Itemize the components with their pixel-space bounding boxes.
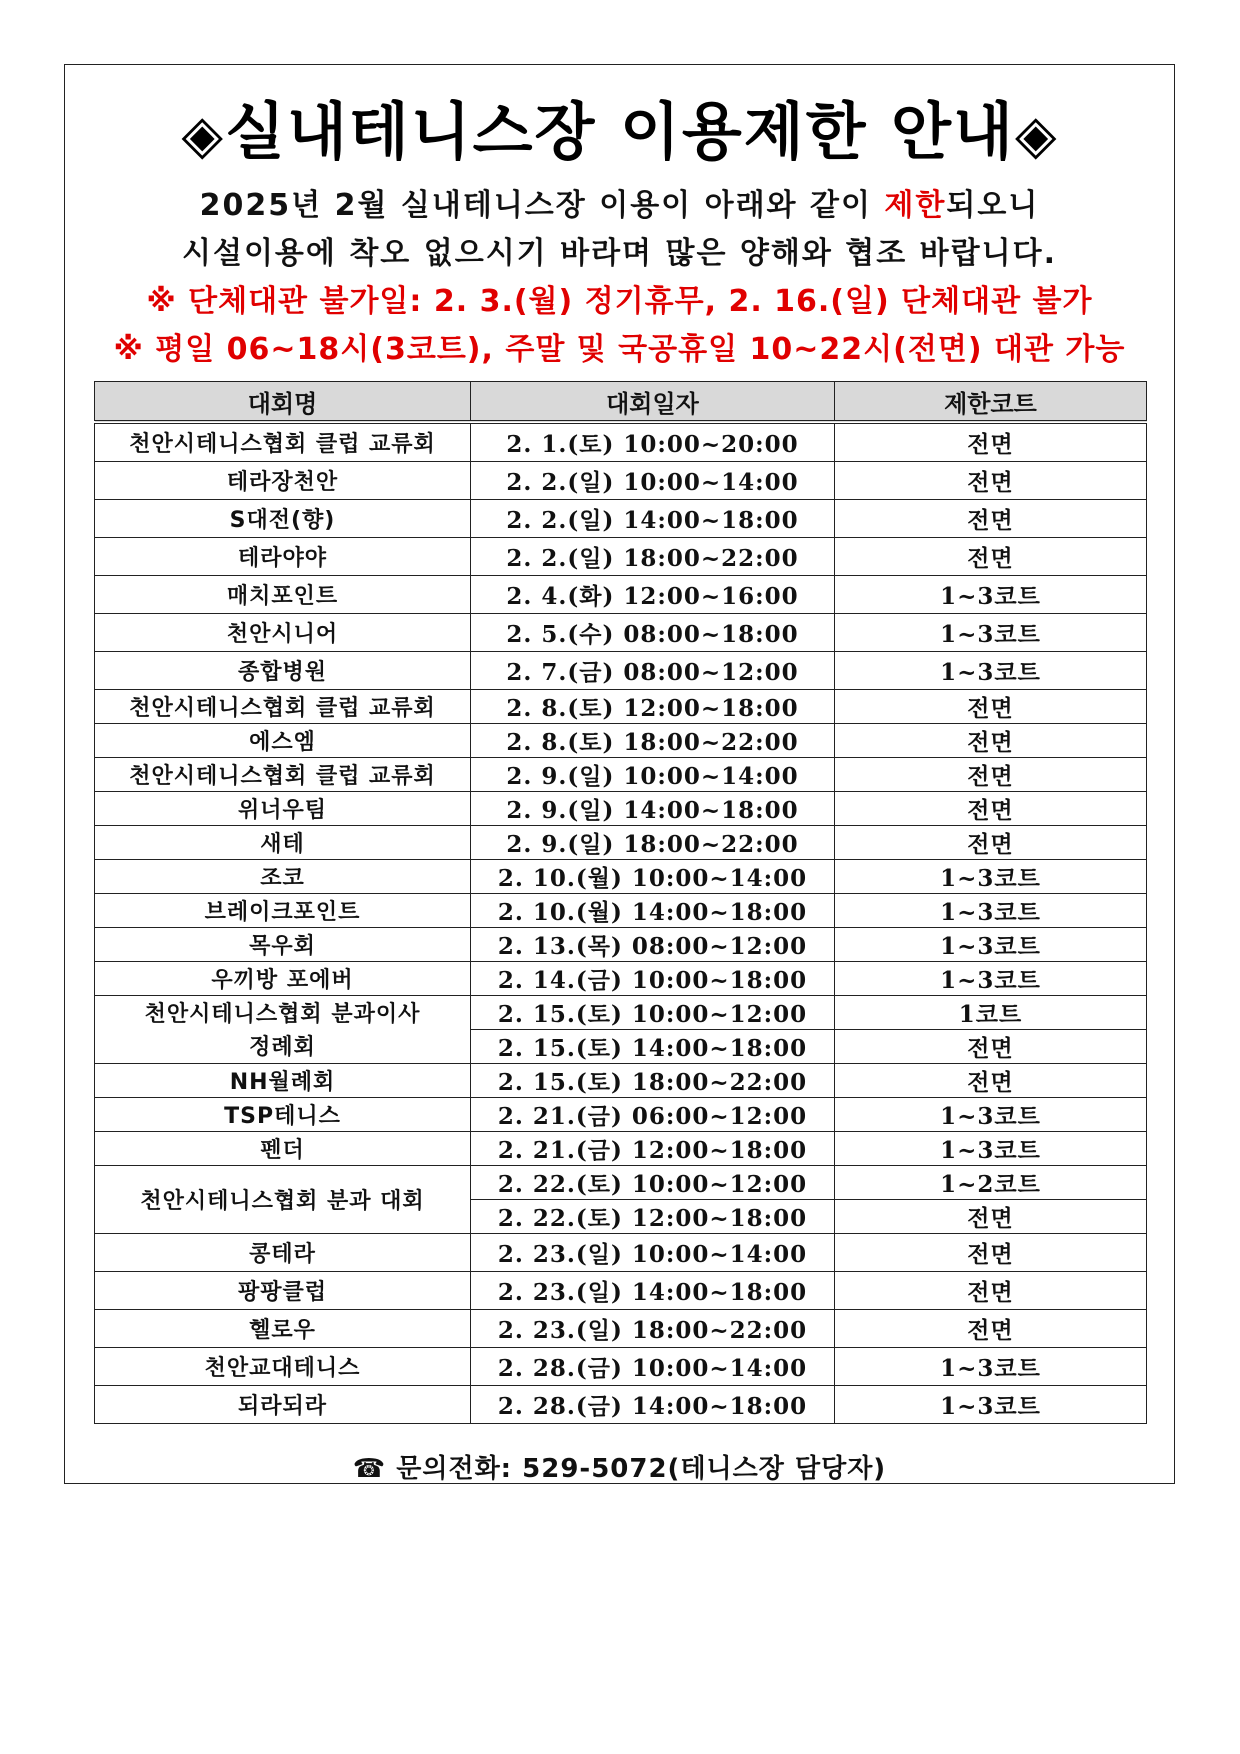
page-title (0, 92, 1240, 172)
event-name-cell: 테라야야 (95, 537, 471, 575)
event-date-cell: 2. 23.(일) 18:00~22:00 (471, 1309, 835, 1347)
event-date-cell: 2. 22.(토) 10:00~12:00 (471, 1165, 835, 1199)
court-cell: 전면 (835, 791, 1147, 825)
court-cell: 전면 (835, 1063, 1147, 1097)
event-name-cell: 천안시테니스협회 분과이사 (95, 995, 471, 1029)
event-name-cell: 천안시테니스협회 클럽 교류회 (95, 757, 471, 791)
event-date-cell: 2. 13.(목) 08:00~12:00 (471, 927, 835, 961)
event-date-cell: 2. 23.(일) 10:00~14:00 (471, 1233, 835, 1271)
court-cell: 1~3코트 (835, 651, 1147, 689)
table-row (95, 1165, 1147, 1199)
event-date-cell: 2. 22.(토) 12:00~18:00 (471, 1199, 835, 1233)
court-cell: 1~3코트 (835, 1097, 1147, 1131)
event-name-cell: 콩테라 (95, 1233, 471, 1271)
table-row (95, 1063, 1147, 1097)
court-cell: 전면 (835, 1029, 1147, 1063)
event-date-cell: 2. 9.(일) 14:00~18:00 (471, 791, 835, 825)
court-cell: 전면 (835, 1199, 1147, 1233)
event-name-cell: 새테 (95, 825, 471, 859)
event-name-cell: 천안시테니스협회 클럽 교류회 (95, 689, 471, 723)
title-text: 실내테니스장 이용제한 안내 (225, 95, 1015, 168)
event-name-cell: TSP테니스 (95, 1097, 471, 1131)
court-cell: 전면 (835, 499, 1147, 537)
table-row (95, 825, 1147, 859)
header-restricted-court: 제한코트 (835, 382, 1147, 423)
court-cell: 1~3코트 (835, 613, 1147, 651)
court-cell: 1~3코트 (835, 961, 1147, 995)
event-date-cell: 2. 28.(금) 10:00~14:00 (471, 1347, 835, 1385)
table-header-row (95, 382, 1147, 423)
event-name-cell: 팡팡클럽 (95, 1271, 471, 1309)
table-row (95, 723, 1147, 757)
event-date-cell: 2. 21.(금) 12:00~18:00 (471, 1131, 835, 1165)
event-date-cell: 2. 2.(일) 14:00~18:00 (471, 499, 835, 537)
table-row (95, 689, 1147, 723)
table-row (95, 1029, 1147, 1063)
contact-info: ☎ 문의전화: 529-5072(테니스장 담당자) (352, 1454, 887, 1484)
court-cell: 1~3코트 (835, 859, 1147, 893)
event-date-cell: 2. 1.(토) 10:00~20:00 (471, 422, 835, 461)
table-row (95, 499, 1147, 537)
event-name-cell: 매치포인트 (95, 575, 471, 613)
event-name-cell: 천안시니어 (95, 613, 471, 651)
event-name-cell: 조코 (95, 859, 471, 893)
event-name-cell: 천안시테니스협회 분과 대회 (95, 1181, 471, 1215)
event-date-cell: 2. 9.(일) 10:00~14:00 (471, 757, 835, 791)
table-row (95, 1131, 1147, 1165)
event-date-cell: 2. 7.(금) 08:00~12:00 (471, 651, 835, 689)
intro-text: 되오니 (946, 188, 1040, 223)
event-name-cell: S대전(향) (95, 499, 471, 537)
table-row (95, 575, 1147, 613)
table-row (95, 1233, 1147, 1271)
header-event-date: 대회일자 (471, 382, 835, 423)
event-date-cell: 2. 8.(토) 18:00~22:00 (471, 723, 835, 757)
event-date-cell: 2. 28.(금) 14:00~18:00 (471, 1385, 835, 1423)
event-name-cell: 우끼방 포에버 (95, 961, 471, 995)
table-row (95, 927, 1147, 961)
event-date-cell: 2. 21.(금) 06:00~12:00 (471, 1097, 835, 1131)
court-cell: 1~3코트 (835, 1131, 1147, 1165)
event-name-cell: 목우회 (95, 927, 471, 961)
table-row (95, 961, 1147, 995)
event-date-cell: 2. 15.(토) 10:00~12:00 (471, 995, 835, 1029)
court-cell: 전면 (835, 1271, 1147, 1309)
table-row (95, 1309, 1147, 1347)
table-row (95, 461, 1147, 499)
table-row (95, 537, 1147, 575)
event-date-cell: 2. 8.(토) 12:00~18:00 (471, 689, 835, 723)
event-name-cell: 펜더 (95, 1131, 471, 1165)
event-name-cell: 위너우팀 (95, 791, 471, 825)
court-cell: 전면 (835, 723, 1147, 757)
table-row (95, 757, 1147, 791)
diamond-icon: ◈ (1014, 103, 1059, 166)
court-cell: 전면 (835, 461, 1147, 499)
event-date-cell: 2. 10.(월) 10:00~14:00 (471, 859, 835, 893)
court-cell: 1~3코트 (835, 893, 1147, 927)
header-event-name: 대회명 (95, 382, 471, 423)
event-date-cell: 2. 9.(일) 18:00~22:00 (471, 825, 835, 859)
table-row (95, 651, 1147, 689)
event-date-cell: 2. 10.(월) 14:00~18:00 (471, 893, 835, 927)
event-name-cell: 천안교대테니스 (95, 1347, 471, 1385)
event-name-cell: 천안시테니스협회 클럽 교류회 (95, 422, 471, 461)
table-row (95, 995, 1147, 1029)
event-name-cell: 종합병원 (95, 651, 471, 689)
event-date-cell: 2. 2.(일) 10:00~14:00 (471, 461, 835, 499)
court-cell: 1~3코트 (835, 1347, 1147, 1385)
event-name-cell: 정례회 (95, 1029, 471, 1063)
table-row (95, 791, 1147, 825)
intro-highlight: 제한 (884, 188, 947, 223)
table-row (95, 1271, 1147, 1309)
court-cell: 전면 (835, 757, 1147, 791)
notice-closed-days: ※ 단체대관 불가일: 2. 3.(월) 정기휴무, 2. 16.(일) 단체대관 불가 (146, 284, 1093, 319)
court-cell: 전면 (835, 825, 1147, 859)
court-cell: 1~2코트 (835, 1165, 1147, 1199)
event-name-cell: 테라장천안 (95, 461, 471, 499)
notice-rental-hours: ※ 평일 06~18시(3코트), 주말 및 국공휴일 10~22시(전면) 대관 가능 (113, 332, 1126, 367)
table-row (95, 613, 1147, 651)
table-row (95, 893, 1147, 927)
intro-text: 2025년 2월 실내테니스장 이용이 아래와 같이 (199, 188, 885, 223)
diamond-icon: ◈ (181, 103, 226, 166)
event-date-cell: 2. 4.(화) 12:00~16:00 (471, 575, 835, 613)
event-date-cell: 2. 15.(토) 18:00~22:00 (471, 1063, 835, 1097)
event-name-cell: 에스엠 (95, 723, 471, 757)
intro-line-1 (64, 180, 1175, 224)
table-row (95, 1097, 1147, 1131)
event-date-cell: 2. 15.(토) 14:00~18:00 (471, 1029, 835, 1063)
table-row (95, 1385, 1147, 1423)
court-cell: 1~3코트 (835, 927, 1147, 961)
table-row (95, 859, 1147, 893)
table-row (95, 422, 1147, 461)
event-name-cell: 브레이크포인트 (95, 893, 471, 927)
event-date-cell: 2. 14.(금) 10:00~18:00 (471, 961, 835, 995)
event-name-cell: 헬로우 (95, 1309, 471, 1347)
event-name-cell: NH월례회 (95, 1063, 471, 1097)
court-cell: 전면 (835, 1309, 1147, 1347)
table-row (95, 1347, 1147, 1385)
schedule-table (94, 381, 1147, 1424)
court-cell: 전면 (835, 1233, 1147, 1271)
event-date-cell: 2. 5.(수) 08:00~18:00 (471, 613, 835, 651)
event-date-cell: 2. 23.(일) 14:00~18:00 (471, 1271, 835, 1309)
intro-line-2: 시설이용에 착오 없으시기 바라며 많은 양해와 협조 바랍니다. (181, 236, 1057, 271)
court-cell: 1코트 (835, 995, 1147, 1029)
court-cell: 전면 (835, 689, 1147, 723)
court-cell: 1~3코트 (835, 1385, 1147, 1423)
court-cell: 1~3코트 (835, 575, 1147, 613)
event-name-cell: 되라되라 (95, 1385, 471, 1423)
court-cell: 전면 (835, 537, 1147, 575)
court-cell: 전면 (835, 422, 1147, 461)
event-date-cell: 2. 2.(일) 18:00~22:00 (471, 537, 835, 575)
